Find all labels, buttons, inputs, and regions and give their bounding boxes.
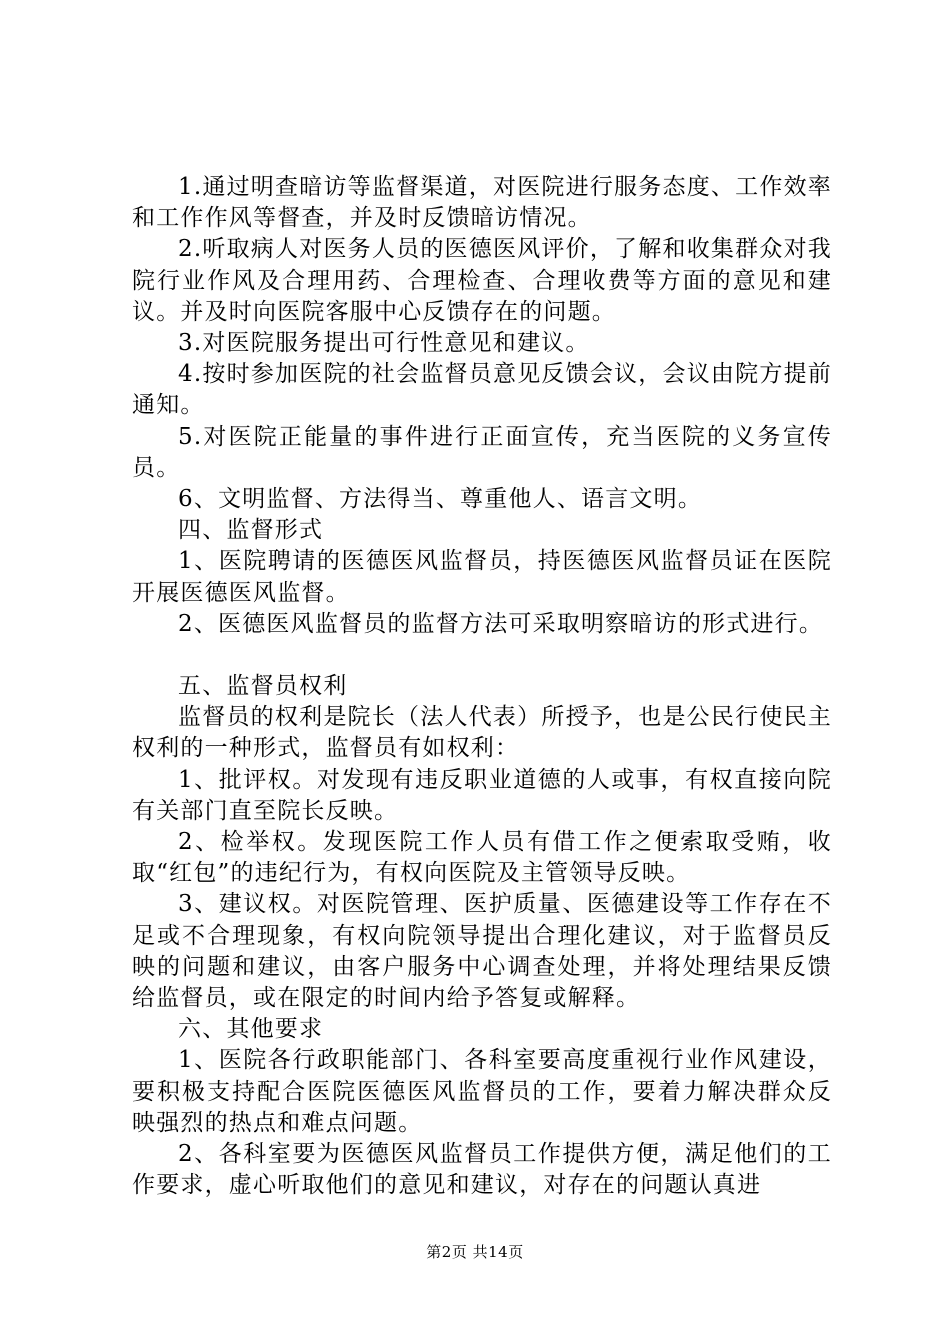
paragraph-item-5: 5.对医院正能量的事件进行正面宣传，充当医院的义务宣传员。 (132, 423, 832, 481)
paragraph-item-14: 2、各科室要为医德医风监督员工作提供方便，满足他们的工作要求，虚心听取他们的意见和建议，对存在的问题认真进 (132, 1141, 832, 1199)
paragraph-item-11: 2、检举权。发现医院工作人员有借工作之便索取受贿，收取“红包”的违纪行为，有权向医院及主管领导反映。 (132, 829, 832, 887)
section-heading-other-requirements: 六、其他要求 (178, 1016, 324, 1043)
paragraph-item-12: 3、建议权。对医院管理、医护质量、医德建设等工作存在不足或不合理现象，有权向院领导提出合理化建议，对于监督员反映的问题和建议，由客户服务中心调查处理，并将处理结果反馈给监督员，或在限定的时间内给予答复或解释。 (132, 891, 832, 1012)
paragraph-item-4: 4.按时参加医院的社会监督员意见反馈会议，会议由院方提前通知。 (132, 361, 832, 419)
section-heading-supervisor-rights: 五、监督员权利 (178, 673, 348, 700)
section-heading-supervision-form: 四、监督形式 (178, 517, 324, 544)
paragraph-item-3: 3.对医院服务提出可行性意见和建议。 (178, 330, 590, 357)
paragraph-item-8: 2、医德医风监督员的监督方法可采取明察暗访的形式进行。 (178, 610, 824, 637)
paragraph-item-13: 1、医院各行政职能部门、各科室要高度重视行业作风建设，要积极支持配合医院医德医风监督员的工作，要着力解决群众反映强烈的热点和难点问题。 (132, 1047, 832, 1136)
page-number-footer: 第2页 共14页 (426, 1243, 524, 1261)
paragraph-item-10: 1、批评权。对发现有违反职业道德的人或事，有权直接向院有关部门直至院长反映。 (132, 766, 832, 824)
paragraph-item-6: 6、文明监督、方法得当、尊重他人、语言文明。 (178, 486, 703, 513)
document-body (132, 172, 832, 1202)
paragraph-item-2: 2.听取病人对医务人员的医德医风评价，了解和收集群众对我院行业作风及合理用药、合理检查、合理收费等方面的意见和建议。并及时向医院客服中心反馈存在的问题。 (132, 236, 832, 325)
paragraph-item-1: 1.通过明查暗访等监督渠道，对医院进行服务态度、工作效率和工作作风等督查，并及时反馈暗访情况。 (132, 174, 832, 232)
paragraph-item-9: 监督员的权利是院长（法人代表）所授予，也是公民行使民主权利的一种形式，监督员有如权利： (132, 704, 832, 762)
paragraph-item-7: 1、医院聘请的医德医风监督员，持医德医风监督员证在医院开展医德医风监督。 (132, 548, 832, 606)
